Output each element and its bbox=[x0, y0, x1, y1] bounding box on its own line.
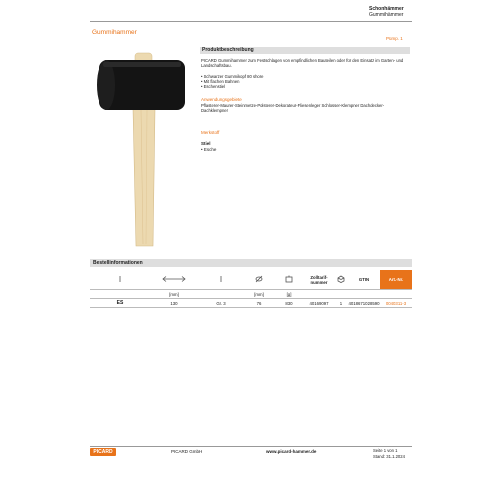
feature-item: • Mit flachen Bahnen bbox=[201, 79, 351, 84]
order-information-header: Bestellinformationen bbox=[90, 259, 412, 267]
cell-weight: 830 bbox=[274, 299, 304, 308]
feature-item: • Eschenstiel bbox=[201, 84, 351, 89]
handle-item: • Esche bbox=[201, 147, 217, 152]
order-table bbox=[90, 270, 412, 308]
applications-text: Pflasterer-Maurer-Steinmetze-Polsterer-Dekorateur-Fliesenleger Schlosser-Klempner Dachdecker-Dachklempner bbox=[201, 103, 385, 113]
feature-item: • Schwarzer Gummikopf 80 shore bbox=[201, 74, 351, 79]
gtin-header: GTIN bbox=[348, 270, 380, 290]
rubber-hammer-image bbox=[95, 48, 190, 248]
picard-logo: PICARD bbox=[90, 448, 116, 456]
footer-date: Stand: 31.1.2024 bbox=[373, 454, 405, 459]
article-number-header: Art.-Nr. bbox=[380, 270, 412, 290]
product-description-text: PICARD Gummihammer zum Festschlagen von empfindlichen Bauteilen oder für den Einsatz im Garten- und Landschaftsbau. bbox=[201, 58, 404, 68]
order-table-unit-row bbox=[90, 290, 412, 299]
unit-cell bbox=[334, 290, 348, 299]
cell-diameter: 76 bbox=[244, 299, 274, 308]
material-heading: Merkstoff bbox=[201, 130, 220, 135]
order-table-header-row bbox=[90, 270, 412, 290]
size-icon bbox=[198, 270, 244, 290]
product-title: Gummihammer bbox=[92, 29, 137, 36]
header-divider bbox=[90, 21, 412, 22]
customs-number-header: Zolltarif-nummer bbox=[304, 270, 334, 290]
unit-cell: [g] bbox=[274, 290, 304, 299]
unit-cell bbox=[380, 290, 412, 299]
package-icon bbox=[334, 270, 348, 290]
applications-heading: Anwendungsgebiete bbox=[201, 97, 242, 102]
page-reference: Pümp. 1 bbox=[386, 36, 403, 41]
weight-icon bbox=[244, 270, 274, 290]
unit-cell: [mm] bbox=[150, 290, 198, 299]
header-subcategory: Gummihämmer bbox=[369, 12, 404, 18]
cell-size: Gr. 3 bbox=[198, 299, 244, 308]
cell-length: 130 bbox=[150, 299, 198, 308]
head-type-icon bbox=[90, 270, 150, 290]
product-description-header: Produktbeschreibung bbox=[200, 47, 410, 54]
cell-head-type: ES bbox=[90, 299, 150, 308]
footer-company: PICARD GmbH bbox=[171, 449, 203, 454]
table-row bbox=[90, 299, 412, 308]
unit-cell bbox=[304, 290, 334, 299]
weight-total-icon bbox=[274, 270, 304, 290]
unit-cell: [mm] bbox=[244, 290, 274, 299]
cell-customs-number: 40169097 bbox=[304, 299, 334, 308]
footer-page-number: Seite 1 von 1 bbox=[373, 448, 398, 453]
handle-heading: Stiel bbox=[201, 141, 211, 146]
unit-cell bbox=[198, 290, 244, 299]
unit-cell bbox=[90, 290, 150, 299]
footer-divider bbox=[90, 446, 412, 447]
cell-article-number[interactable]: 0040311-3 bbox=[380, 299, 412, 308]
cell-package-qty: 1 bbox=[334, 299, 348, 308]
header-category: Schonhämmer bbox=[369, 6, 404, 12]
length-arrow-icon bbox=[150, 270, 198, 290]
feature-list bbox=[201, 74, 351, 89]
footer-website-link[interactable]: www.picard-hammer.de bbox=[266, 449, 317, 454]
unit-cell bbox=[348, 290, 380, 299]
cell-gtin: 4018671028590 bbox=[348, 300, 380, 306]
